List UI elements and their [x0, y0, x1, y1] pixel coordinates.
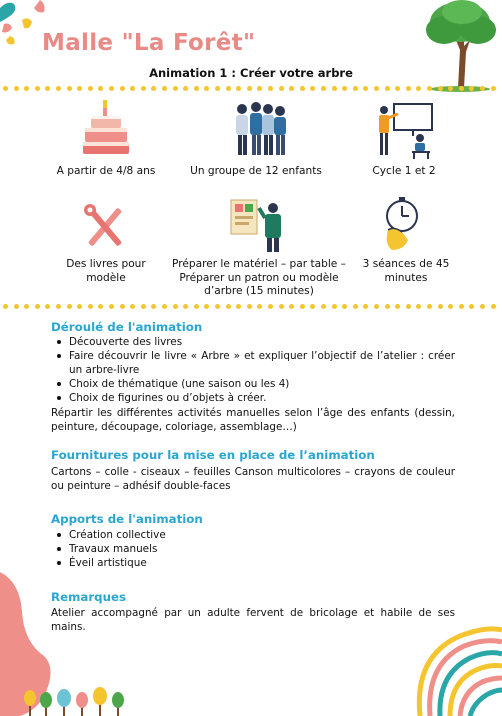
divider-dot — [300, 86, 305, 91]
feature-label-group: Un groupe de 12 enfants — [190, 165, 322, 177]
divider-dot — [204, 304, 209, 309]
divider-dot — [120, 304, 125, 309]
list-item: Choix de figurines ou d’objets à créer. — [51, 391, 455, 405]
divider-dot — [162, 86, 167, 91]
divider-dot — [130, 86, 135, 91]
section-heading-apports: Apports de l'animation — [51, 512, 203, 526]
fournitures-paragraph: Cartons – colle - ciseaux – feuilles Canson multicolores – crayons de couleur ou peinture – adhésif double-faces — [51, 466, 455, 492]
divider-dot — [88, 86, 93, 91]
list-item: Faire découvrir le livre « Arbre » et expliquer l’objectif de l’atelier : créer un arbre-livre — [51, 349, 455, 377]
divider-dot — [88, 304, 93, 309]
divider-dot — [56, 304, 61, 309]
deroule-paragraph: Répartir les différentes activités manuelles selon l’âge des enfants (dessin, peinture, découpage, coloriage, assemblage…) — [51, 407, 455, 433]
small-trees-decoration — [22, 686, 130, 716]
divider-dot — [321, 304, 326, 309]
divider-dot — [130, 304, 135, 309]
divider-dot — [77, 86, 82, 91]
divider-dot — [183, 304, 188, 309]
divider-dot — [120, 86, 125, 91]
divider-dot — [67, 304, 72, 309]
divider-dot — [395, 86, 400, 91]
divider-dot — [194, 304, 199, 309]
apports-list — [51, 528, 455, 570]
divider-dot — [173, 86, 178, 91]
divider-dot — [332, 86, 337, 91]
divider-dot — [215, 304, 220, 309]
divider-dot — [257, 86, 262, 91]
divider-dot — [332, 304, 337, 309]
divider-dot — [3, 86, 8, 91]
divider-dot — [310, 304, 315, 309]
divider-dot — [427, 86, 432, 91]
divider-dot — [3, 304, 8, 309]
divider-dot — [480, 86, 485, 91]
divider-dot — [247, 86, 252, 91]
divider-dot — [363, 86, 368, 91]
divider-dot — [310, 86, 315, 91]
divider-dot — [438, 86, 443, 91]
divider-dot — [141, 86, 146, 91]
divider-dot — [109, 304, 114, 309]
divider-dot — [67, 86, 72, 91]
teacher-board-icon — [376, 100, 436, 160]
section-heading-fournitures: Fournitures pour la mise en place de l’animation — [51, 448, 375, 462]
divider-dot — [141, 304, 146, 309]
divider-dot — [279, 86, 284, 91]
divider-dot — [374, 304, 379, 309]
divider-dot — [257, 304, 262, 309]
divider-dot — [194, 86, 199, 91]
divider-dot — [438, 304, 443, 309]
divider-dot — [35, 86, 40, 91]
divider-dot — [162, 304, 167, 309]
list-item: Création collective — [51, 528, 455, 542]
divider-dot — [342, 304, 347, 309]
divider-dot — [151, 86, 156, 91]
section-heading-remarques: Remarques — [51, 590, 127, 604]
list-item: Éveil artistique — [51, 556, 455, 570]
divider-dot — [416, 86, 421, 91]
section-heading-deroule: Déroulé de l'animation — [51, 320, 203, 334]
rainbow-arcs-decoration — [400, 616, 502, 716]
divider-dot — [448, 86, 453, 91]
birthday-cake-icon — [81, 98, 131, 158]
divider-dot — [459, 86, 464, 91]
page-subtitle: Animation 1 : Créer votre arbre — [149, 66, 353, 80]
crafting-person-icon — [229, 196, 289, 254]
divider-dot — [35, 304, 40, 309]
divider-dot — [406, 86, 411, 91]
dotted-divider-middle — [0, 304, 502, 310]
divider-dot — [469, 304, 474, 309]
divider-dot — [268, 304, 273, 309]
feature-label-age: A partir de 4/8 ans — [56, 165, 156, 177]
divider-dot — [395, 304, 400, 309]
divider-dot — [215, 86, 220, 91]
divider-dot — [363, 304, 368, 309]
divider-dot — [98, 86, 103, 91]
divider-dot — [45, 86, 50, 91]
divider-dot — [109, 86, 114, 91]
divider-dot — [204, 86, 209, 91]
feature-label-cycle: Cycle 1 et 2 — [372, 165, 436, 177]
remarques-paragraph: Atelier accompagné par un adulte fervent de bricolage et habile de ses mains. — [51, 607, 455, 633]
deroule-list — [51, 335, 455, 405]
divider-dot — [226, 304, 231, 309]
list-item: Choix de thématique (une saison ou les 4) — [51, 377, 455, 391]
divider-dot — [491, 304, 496, 309]
divider-dot — [56, 86, 61, 91]
divider-dot — [416, 304, 421, 309]
divider-dot — [385, 86, 390, 91]
divider-dot — [98, 304, 103, 309]
divider-dot — [491, 86, 496, 91]
divider-dot — [279, 304, 284, 309]
divider-dot — [406, 304, 411, 309]
divider-dot — [342, 86, 347, 91]
divider-dot — [353, 86, 358, 91]
group-of-children-icon — [228, 99, 292, 159]
divider-dot — [236, 86, 241, 91]
feature-label-preparation: Préparer le matériel – par table – Préparer un patron ou modèle d’arbre (15 minutes) — [172, 258, 346, 297]
divider-dot — [321, 86, 326, 91]
divider-dot — [469, 86, 474, 91]
tools-icon — [82, 202, 128, 252]
divider-dot — [183, 86, 188, 91]
feature-label-materials: Des livres pour modèle — [66, 258, 146, 284]
divider-dot — [289, 304, 294, 309]
divider-dot — [14, 304, 19, 309]
divider-dot — [14, 86, 19, 91]
page-title: Malle "La Forêt" — [42, 30, 256, 56]
divider-dot — [353, 304, 358, 309]
divider-dot — [289, 86, 294, 91]
list-item: Travaux manuels — [51, 542, 455, 556]
divider-dot — [24, 304, 29, 309]
divider-dot — [77, 304, 82, 309]
divider-dot — [247, 304, 252, 309]
divider-dot — [268, 86, 273, 91]
list-item: Découverte des livres — [51, 335, 455, 349]
divider-dot — [374, 86, 379, 91]
feature-label-sessions: 3 séances de 45 minutes — [362, 258, 450, 284]
stopwatch-hand-icon — [378, 196, 426, 254]
dotted-divider-top — [0, 86, 502, 92]
divider-dot — [151, 304, 156, 309]
divider-dot — [300, 304, 305, 309]
divider-dot — [173, 304, 178, 309]
divider-dot — [385, 304, 390, 309]
divider-dot — [427, 304, 432, 309]
divider-dot — [448, 304, 453, 309]
divider-dot — [45, 304, 50, 309]
divider-dot — [480, 304, 485, 309]
divider-dot — [226, 86, 231, 91]
divider-dot — [24, 86, 29, 91]
divider-dot — [459, 304, 464, 309]
divider-dot — [236, 304, 241, 309]
